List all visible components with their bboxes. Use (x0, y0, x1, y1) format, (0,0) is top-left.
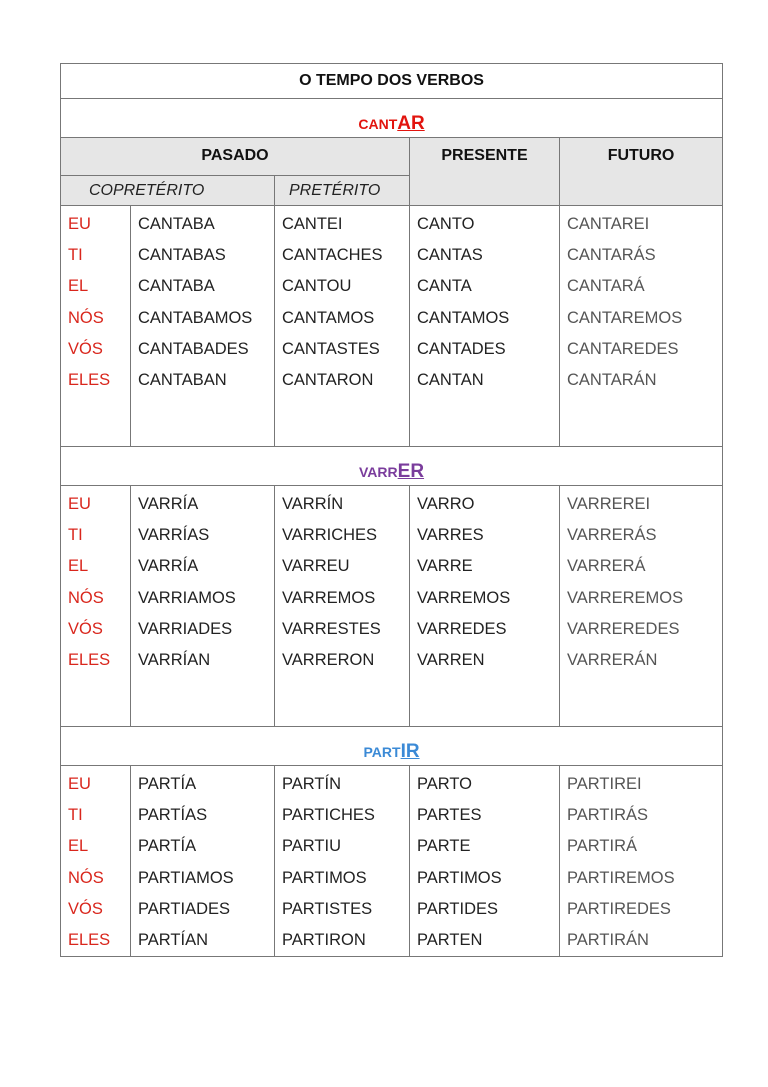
conjugation-block-cantar (61, 206, 723, 447)
verb-form: PARTISTES (282, 899, 373, 918)
verb-heading-row-cantar (61, 99, 723, 138)
verb-form: VARREN (417, 650, 485, 669)
pronoun: EL (68, 837, 89, 856)
copreterito-column (131, 206, 275, 447)
verb-form: VARRERON (282, 650, 375, 669)
pronoun: ELES (68, 650, 111, 669)
verb-form: CANTAS (417, 246, 483, 265)
verb-form: VARRE (417, 557, 473, 576)
futuro-column (560, 206, 723, 447)
copreterito-column (131, 486, 275, 727)
verb-form: PARTIU (282, 837, 341, 856)
verb-form: VARREMOS (282, 588, 376, 607)
verb-form: VARRÍN (282, 495, 344, 513)
verb-form: VARRÍAN (138, 650, 211, 669)
verb-form: PARTICHES (282, 806, 375, 825)
verb-form: VARREREI (567, 495, 651, 513)
verb-table-page (60, 63, 722, 957)
pronoun: EU (68, 215, 91, 233)
verb-form: PARTÍAS (138, 806, 208, 825)
verb-form: PARTIREMOS (567, 868, 675, 887)
pronoun: VÓS (68, 899, 103, 918)
pronoun-column (61, 766, 131, 957)
pronoun: NÓS (68, 588, 104, 607)
verb-form: CANTASTES (282, 339, 380, 358)
verb-form: PARTÍA (138, 837, 197, 856)
pronoun: NÓS (68, 868, 104, 887)
verb-form: PARTIADES (138, 899, 230, 918)
verb-stem: PART (363, 744, 401, 760)
verb-form: PARTEN (417, 930, 483, 949)
verb-form: CANTAREDES (567, 339, 679, 358)
verb-form: CANTEI (282, 215, 343, 233)
header-preterito: PRETÉRITO (275, 176, 410, 206)
verb-form: CANTOU (282, 277, 352, 296)
verb-form: VARREU (282, 557, 350, 576)
presente-column (410, 766, 560, 957)
verb-form: CANTABA (138, 277, 215, 296)
verb-form: VARREMOS (417, 588, 511, 607)
pronoun: VÓS (68, 619, 103, 638)
verb-form: CANTO (417, 215, 475, 233)
verb-form: PARTIRÁN (567, 930, 649, 949)
verb-form: CANTAREMOS (567, 308, 683, 327)
preterito-column (275, 766, 410, 957)
verb-heading-partir (61, 727, 723, 766)
verb-form: PARTE (417, 837, 471, 856)
page-title: O TEMPO DOS VERBOS (61, 64, 723, 99)
conjugation-block-varrer (61, 486, 723, 727)
verb-form: VARREREMOS (567, 588, 684, 607)
title-row (61, 64, 723, 99)
pronoun: EU (68, 775, 91, 793)
verb-form: CANTAMOS (417, 308, 510, 327)
verb-form: CANTABADES (138, 339, 249, 358)
header-copreterito: COPRETÉRITO (61, 176, 275, 206)
presente-column (410, 486, 560, 727)
header-presente: PRESENTE (410, 138, 560, 206)
verb-form: CANTAREI (567, 215, 650, 233)
verb-ending: ER (397, 461, 425, 482)
verb-form: VARRIADES (138, 619, 233, 638)
verb-stem: CANT (358, 116, 398, 132)
verb-heading-varrer (61, 447, 723, 486)
preterito-column (275, 486, 410, 727)
pronoun: EU (68, 495, 91, 513)
pronoun: ELES (68, 930, 111, 949)
verb-form: PARTÍA (138, 775, 197, 793)
futuro-column (560, 766, 723, 957)
verb-form: PARTIRÁS (567, 806, 648, 825)
verb-form: CANTACHES (282, 246, 383, 265)
verb-form: CANTAMOS (282, 308, 375, 327)
verb-form: VARRÍAS (138, 526, 210, 545)
verb-form: CANTA (417, 277, 472, 296)
header-futuro: FUTURO (560, 138, 723, 206)
verb-form: PARTÍN (282, 775, 341, 793)
verb-form: VARRERÁS (567, 526, 657, 545)
verb-form: VARRERÁN (567, 650, 658, 669)
verb-form: PARTÍAN (138, 930, 208, 949)
verb-form: VARRIAMOS (138, 588, 236, 607)
preterito-column (275, 206, 410, 447)
verb-form: CANTARÁS (567, 246, 656, 265)
verb-form: PARTIDES (417, 899, 498, 918)
verb-form: CANTARÁN (567, 370, 657, 389)
pronoun: EL (68, 277, 89, 296)
verb-form: CANTABAS (138, 246, 226, 265)
verb-stem: VARR (359, 464, 398, 480)
verb-form: VARREDES (417, 619, 507, 638)
futuro-column (560, 486, 723, 727)
header-pasado: PASADO (61, 138, 410, 176)
pronoun: NÓS (68, 308, 104, 327)
verb-ending: IR (400, 741, 420, 762)
verb-form: VARRES (417, 526, 484, 545)
pronoun: TI (68, 806, 83, 825)
tense-header-row (61, 138, 723, 176)
verb-form: PARTIREI (567, 775, 642, 793)
verb-form: PARTIMOS (417, 868, 502, 887)
pronoun: EL (68, 557, 89, 576)
verb-form: PARTIRON (282, 930, 366, 949)
verb-form: VARRÍA (138, 495, 199, 513)
verb-form: VARRERÁ (567, 557, 646, 576)
verb-conjugation-table (60, 63, 723, 957)
verb-form: VARREREDES (567, 619, 680, 638)
verb-form: CANTARON (282, 370, 374, 389)
copreterito-column (131, 766, 275, 957)
verb-ending: AR (397, 113, 425, 134)
verb-form: VARRESTES (282, 619, 381, 638)
verb-heading-cantar (61, 99, 723, 138)
pronoun: TI (68, 246, 83, 265)
verb-form: CANTABA (138, 215, 215, 233)
presente-column (410, 206, 560, 447)
verb-form: VARRO (417, 495, 475, 513)
verb-form: VARRÍA (138, 557, 199, 576)
verb-heading-row-partir (61, 727, 723, 766)
pronoun: ELES (68, 370, 111, 389)
verb-form: PARTIAMOS (138, 868, 234, 887)
verb-form: CANTADES (417, 339, 506, 358)
conjugation-block-partir (61, 766, 723, 957)
verb-form: PARTES (417, 806, 482, 825)
verb-form: PARTIREDES (567, 899, 671, 918)
verb-form: CANTABAN (138, 370, 227, 389)
verb-form: VARRICHES (282, 526, 378, 545)
verb-form: PARTIRÁ (567, 837, 637, 856)
pronoun: TI (68, 526, 83, 545)
verb-heading-row-varrer (61, 447, 723, 486)
pronoun-column (61, 486, 131, 727)
verb-form: PARTO (417, 775, 473, 793)
pronoun-column (61, 206, 131, 447)
verb-form: CANTABAMOS (138, 308, 253, 327)
verb-form: PARTIMOS (282, 868, 367, 887)
verb-form: CANTARÁ (567, 277, 645, 296)
verb-form: CANTAN (417, 370, 484, 389)
pronoun: VÓS (68, 339, 103, 358)
